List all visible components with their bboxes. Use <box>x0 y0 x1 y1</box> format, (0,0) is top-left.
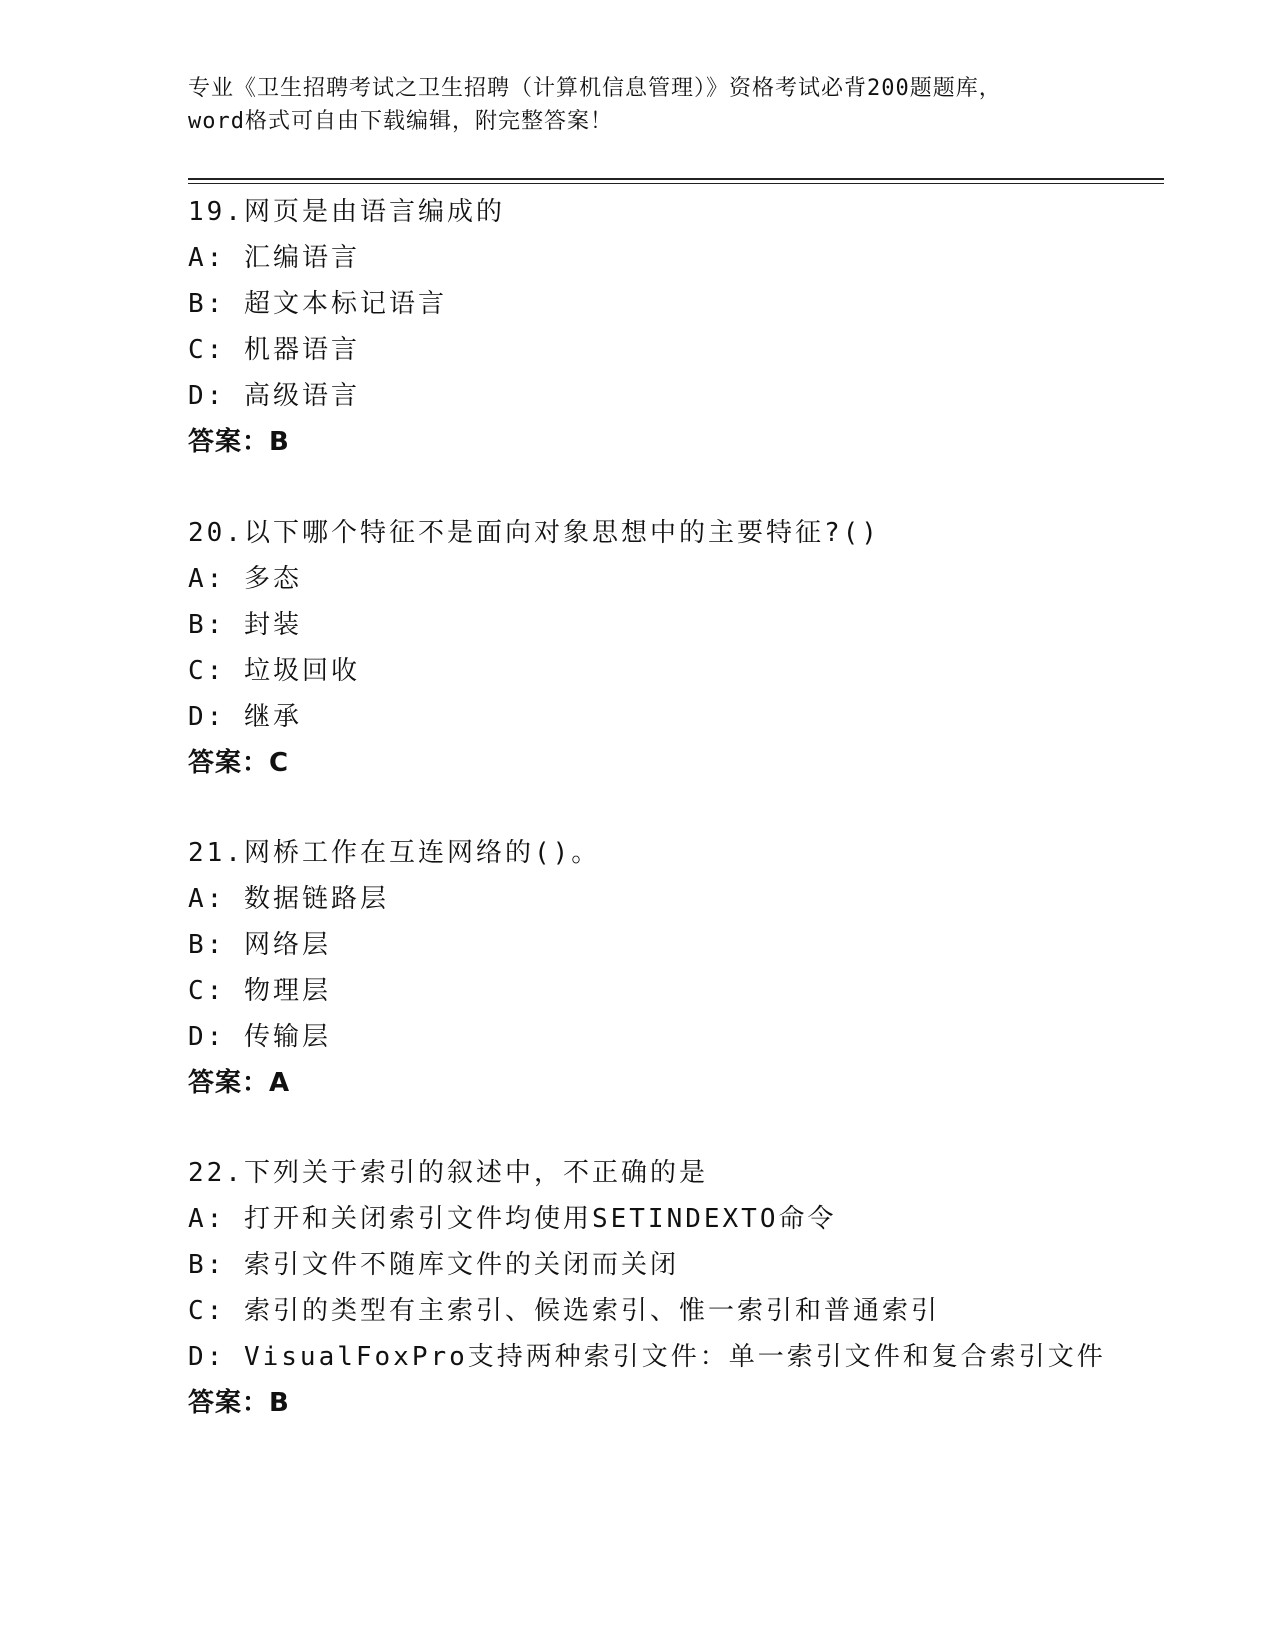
header-divider <box>188 178 1164 184</box>
option-d: D: 继承 <box>188 702 302 732</box>
answer: 答案：C <box>188 748 290 778</box>
question-stem: 19.网页是由语言编成的 <box>188 197 505 227</box>
option-d: D: 高级语言 <box>188 381 360 411</box>
option-a: A: 打开和关闭索引文件均使用SETINDEXTO命令 <box>188 1204 837 1234</box>
question-21 <box>188 830 1188 1106</box>
option-d: D: VisualFoxPro支持两种索引文件：单一索引文件和复合索引文件 <box>188 1342 1106 1372</box>
question-20 <box>188 510 1188 786</box>
document-header <box>188 72 1108 138</box>
option-c: C: 机器语言 <box>188 335 360 365</box>
option-d: D: 传输层 <box>188 1022 331 1052</box>
question-22 <box>188 1150 1188 1426</box>
header-line-1: 专业《卫生招聘考试之卫生招聘（计算机信息管理）》资格考试必背200题题库， <box>188 76 1002 101</box>
option-c: C: 索引的类型有主索引、候选索引、惟一索引和普通索引 <box>188 1296 940 1326</box>
question-stem: 20.以下哪个特征不是面向对象思想中的主要特征?() <box>188 518 880 548</box>
answer: 答案：A <box>188 1068 291 1098</box>
header-line-2: word格式可自由下载编辑，附完整答案！ <box>188 109 613 134</box>
option-b: B: 索引文件不随库文件的关闭而关闭 <box>188 1250 679 1280</box>
option-c: C: 物理层 <box>188 976 331 1006</box>
option-a: A: 多态 <box>188 564 302 594</box>
option-b: B: 超文本标记语言 <box>188 289 447 319</box>
option-b: B: 网络层 <box>188 930 331 960</box>
answer: 答案：B <box>188 1388 290 1418</box>
question-19 <box>188 189 1188 465</box>
answer: 答案：B <box>188 427 290 457</box>
option-a: A: 数据链路层 <box>188 884 389 914</box>
question-stem: 22.下列关于索引的叙述中，不正确的是 <box>188 1158 708 1188</box>
option-c: C: 垃圾回收 <box>188 656 360 686</box>
question-stem: 21.网桥工作在互连网络的()。 <box>188 838 601 868</box>
option-a: A: 汇编语言 <box>188 243 360 273</box>
option-b: B: 封装 <box>188 610 302 640</box>
